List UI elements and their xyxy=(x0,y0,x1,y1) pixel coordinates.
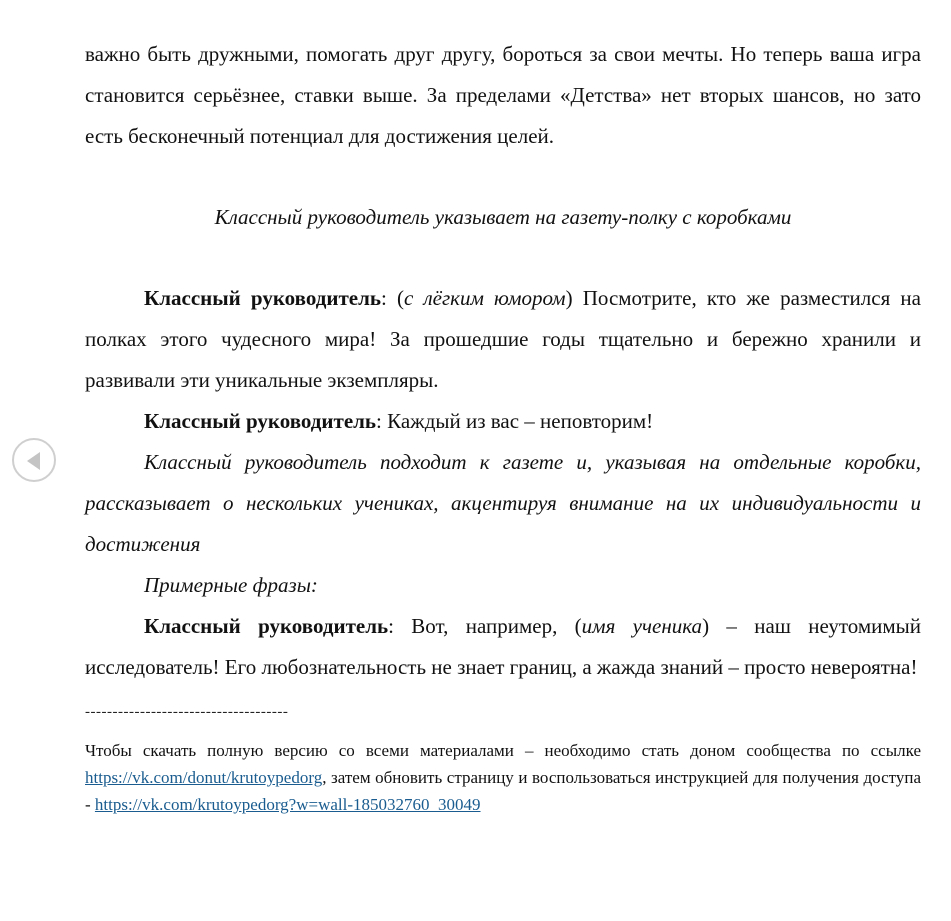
donut-link[interactable]: https://vk.com/donut/krutoypedorg xyxy=(85,768,323,787)
speaker-name: Классный руководитель xyxy=(144,409,377,433)
wall-post-link[interactable]: https://vk.com/krutoypedorg?w=wall-185032760_30049 xyxy=(94,795,481,814)
footnote-text: , затем обновить страницу и воспользоваться инструкцией для получения доступа - xyxy=(85,768,921,814)
speech-text: : Каждый из вас – неповторим! xyxy=(376,409,654,433)
footnote xyxy=(85,737,921,818)
remark: с лёгким юмором xyxy=(403,286,566,310)
chevron-left-icon xyxy=(27,452,40,470)
paragraph-teacher-unique xyxy=(85,401,921,442)
speaker-name: Классный руководитель xyxy=(144,614,389,638)
paragraph-intro: важно быть дружными, помогать друг другу, бороться за свои мечты. Но теперь ваша игра становится серьёзнее, ставки выше. За пределами «Детства» нет вторых шансов, но зато есть бесконечный потенциал для достижения целей. xyxy=(85,42,921,148)
stage-direction-phrases: Примерные фразы: xyxy=(144,573,318,597)
punctuation: : Вот, например, ( xyxy=(388,614,582,638)
speech-text: ) – наш неутомимый исследователь! Его любознательность не знает границ, а жажда знаний – просто невероятна! xyxy=(85,614,921,679)
document-page xyxy=(85,34,921,818)
speaker-name: Классный руководитель xyxy=(144,286,381,310)
speech-text: ) Посмотрите, кто же разместился на полках этого чудесного мира! За прошедшие годы тщательно и бережно хранили и развивали эти уникальные экземпляры. xyxy=(85,286,921,392)
stage-direction-boxes: Классный руководитель подходит к газете и, указывая на отдельные коробки, рассказывает о нескольких учениках, акцентируя внимание на их индивидуальности и достижения xyxy=(85,450,921,556)
punctuation: : ( xyxy=(380,286,404,310)
footnote-separator: ------------------------------------- xyxy=(85,704,289,720)
paragraph-teacher-shelves xyxy=(85,278,921,401)
stage-direction-newspaper: Классный руководитель указывает на газету-полку с коробками xyxy=(214,205,792,229)
previous-page-button[interactable] xyxy=(12,438,56,482)
remark: имя ученика xyxy=(581,614,703,638)
footnote-text: Чтобы скачать полную версию со всеми материалами – необходимо стать доном сообщества по ссылке xyxy=(85,741,921,760)
paragraph-teacher-explorer xyxy=(85,606,921,688)
